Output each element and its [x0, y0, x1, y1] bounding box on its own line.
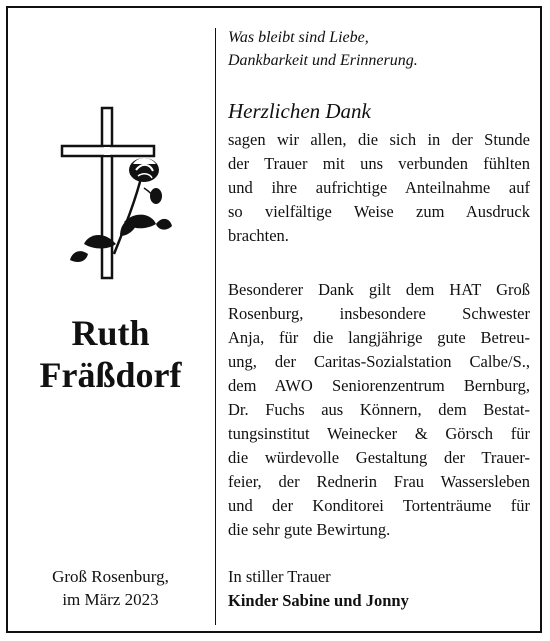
motto — [228, 26, 418, 72]
signers: Kinder Sabine und Jonny — [228, 591, 409, 610]
place-line: Groß Rosenburg, — [52, 567, 169, 586]
paragraph2-line: Rosenburg, insbesondere Schwester — [228, 304, 530, 323]
motto-line: Was bleibt sind Liebe, — [228, 29, 369, 46]
motto-line: Dankbarkeit und Erinnerung. — [228, 52, 418, 69]
paragraph2-line: ung, der Caritas-Sozialstation Calbe/S., — [228, 352, 530, 371]
deceased-last-name: Fräßdorf — [39, 355, 182, 395]
paragraph2-line: und der Konditorei Tortenträume für — [228, 496, 530, 515]
column-divider — [215, 28, 216, 625]
paragraph2-line: dem AWO Seniorenzentrum Bernburg, — [228, 376, 530, 395]
closing-phrase: In stiller Trauer — [228, 567, 331, 586]
paragraph2-line: Besonderer Dank gilt dem HAT Groß — [228, 280, 530, 299]
paragraph2-line: tungsinstitut Weinecker & Görsch für — [228, 424, 530, 443]
paragraph2-line: feier, der Rednerin Frau Wassersleben — [228, 472, 530, 491]
cross-with-rose-icon — [58, 104, 173, 284]
left-column — [8, 8, 213, 631]
date-line: im März 2023 — [62, 590, 159, 609]
paragraph2-line: die würdevolle Gestaltung der Trauer- — [228, 448, 530, 467]
paragraph1-line: der Trauer mit uns verbunden fühlten — [228, 154, 530, 173]
paragraph1-line: und ihre aufrichtige Anteilnahme auf — [228, 178, 530, 197]
paragraph2-line: die sehr gute Bewirtung. — [228, 520, 391, 539]
paragraph1-line: sagen wir allen, die sich in der Stunde — [228, 130, 530, 149]
paragraph2-line: Anja, für die langjährige gute Betreu- — [228, 328, 530, 347]
thanks-heading: Herzlichen Dank — [228, 99, 371, 123]
paragraph1-line: so vielfältige Weise zum Ausdruck — [228, 202, 530, 221]
paragraph2-line: Dr. Fuchs aus Könnern, dem Bestat- — [228, 400, 530, 419]
deceased-first-name: Ruth — [71, 313, 150, 353]
paragraph1-line: brachten. — [228, 226, 289, 245]
